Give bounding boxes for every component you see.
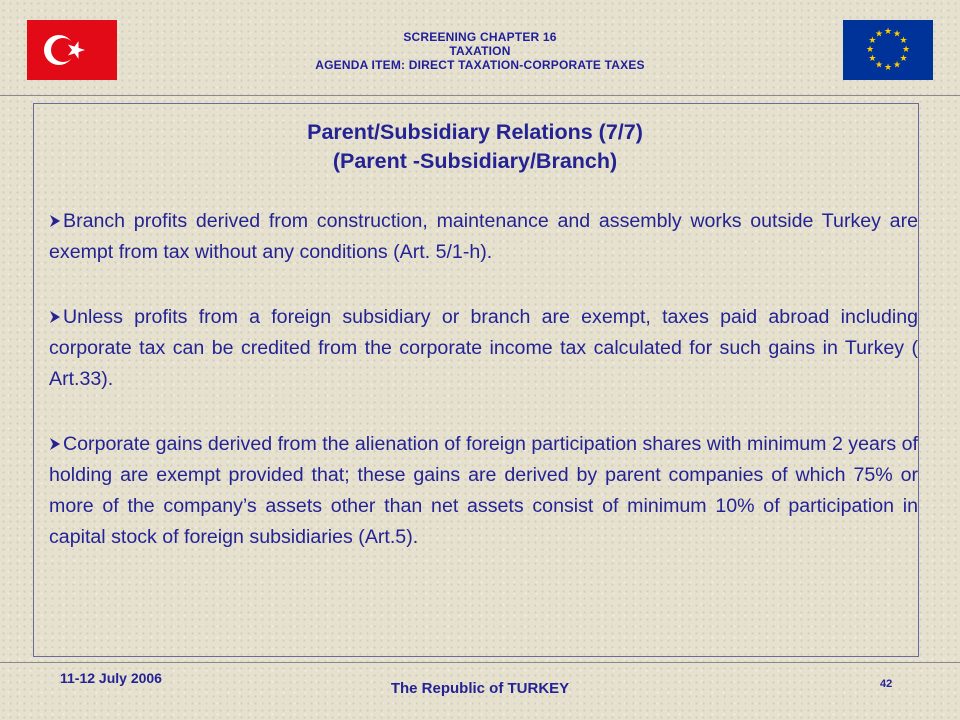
svg-text:★: ★ xyxy=(865,45,875,55)
svg-text:★: ★ xyxy=(874,29,884,40)
footer-date: 11-12 July 2006 xyxy=(60,670,162,686)
turkey-flag xyxy=(27,20,117,80)
footer-divider xyxy=(0,662,960,663)
svg-text:★: ★ xyxy=(899,54,908,64)
svg-text:★: ★ xyxy=(868,54,877,64)
bullet-item xyxy=(49,429,918,553)
bullet-text: Branch profits derived from construction, maintenance and assembly works outside Turkey are exempt from tax without any conditions (Art. 5/1-h). xyxy=(49,210,918,263)
arrow-bullet-icon xyxy=(49,437,61,451)
title-line-2: (Parent -Subsidiary/Branch) xyxy=(332,149,618,173)
bullet-text: Corporate gains derived from the alienation of foreign participation shares with minimum 2 years of holding are exempt provided that; these gains are derived by parent companies of which 75% or more of the company’s assets other than net assets consist of minimum 10% of participation in capital stock of foreign subsidiaries (Art.5). xyxy=(49,433,918,548)
bullet-text: Unless profits from a foreign subsidiary or branch are exempt, taxes paid abroad including corporate tax can be credited from the corporate income tax calculated for such gains in Turkey ( Art.33). xyxy=(49,306,918,390)
bullet-item xyxy=(49,206,918,268)
bullet-item xyxy=(49,302,918,395)
svg-text:★: ★ xyxy=(892,60,902,71)
svg-text:★: ★ xyxy=(883,27,893,37)
svg-text:★: ★ xyxy=(899,36,908,46)
footer-country: The Republic of TURKEY xyxy=(390,680,570,697)
slide-header xyxy=(200,30,760,72)
bullet-list xyxy=(49,206,918,587)
arrow-bullet-icon xyxy=(49,214,61,228)
title-line-1: Parent/Subsidiary Relations (7/7) xyxy=(307,120,643,144)
svg-text:★: ★ xyxy=(892,29,902,40)
header-agenda-item: AGENDA ITEM: DIRECT TAXATION-CORPORATE TAXES xyxy=(315,58,645,72)
header-divider xyxy=(0,95,960,96)
page-number: 42 xyxy=(880,678,893,690)
eu-flag xyxy=(843,20,933,80)
slide-title xyxy=(40,118,910,176)
svg-text:★: ★ xyxy=(901,45,911,55)
arrow-bullet-icon xyxy=(49,310,61,324)
svg-text:★: ★ xyxy=(868,36,877,46)
eu-stars-icon xyxy=(843,20,933,80)
header-topic: TAXATION xyxy=(449,44,511,58)
svg-text:★: ★ xyxy=(874,60,884,71)
svg-text:★: ★ xyxy=(883,63,893,73)
header-chapter: SCREENING CHAPTER 16 xyxy=(403,30,557,44)
crescent-star-icon xyxy=(27,20,117,80)
